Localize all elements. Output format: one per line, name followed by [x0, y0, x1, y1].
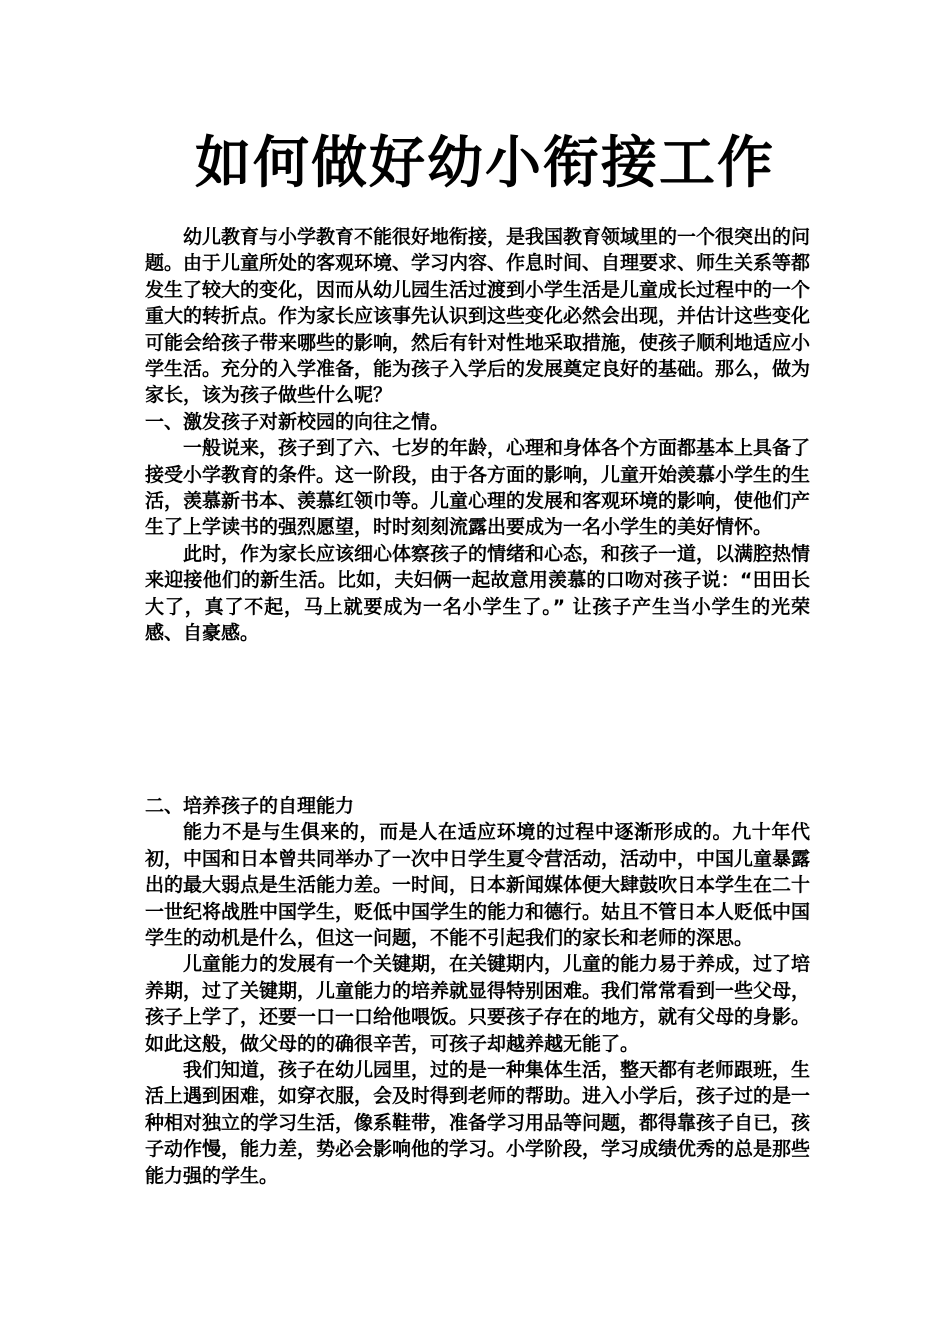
section-intro-and-one: [145, 224, 810, 647]
intro-paragraph: 幼儿教育与小学教育不能很好地衔接，是我国教育领域里的一个很突出的问题。由于儿童所处的客观环境、学习内容、作息时间、自理要求、师生关系等都发生了较大的变化，因而从幼儿园生活过渡到小学生活是儿童成长过程中的一个重大的转折点。作为家长应该事先认识到这些变化必然会出现，并估计这些变化可能会给孩子带来哪些的影响，然后有针对性地采取措施，使孩子顺利地适应小学生活。充分的入学准备，能为孩子入学后的发展奠定良好的基础。那么，做为家长，该为孩子做些什么呢？: [145, 226, 811, 407]
document-title: 如何做好幼小衔接工作: [195, 131, 775, 196]
section-two: [145, 793, 810, 1189]
section-2-paragraph-3: 我们知道，孩子在幼儿园里，过的是一种集体生活，整天都有老师跟班，生活上遇到困难，如穿衣服，会及时得到老师的帮助。进入小学后，孩子过的是一种相对独立的学习生活，像系鞋带，准备学习用品等问题，都得靠孩子自已，孩子动作慢，能力差，势必会影响他的学习。小学阶段，学习成绩优秀的总是那些能力强的学生。: [145, 1059, 811, 1187]
section-1-paragraph-2: 此时，作为家长应该细心体察孩子的情绪和心态，和孩子一道，以满腔热情来迎接他们的新生活。比如，夫妇俩一起故意用羡慕的口吻对孩子说：“田田长大了，真了不起，马上就要成为一名小学生了。” 让孩子产生当小学生的光荣感、自豪感。: [145, 542, 811, 645]
section-1-paragraph-1: 一般说来，孩子到了六、七岁的年龄，心理和身体各个方面都基本上具备了接受小学教育的条件。这一阶段，由于各方面的影响，儿童开始羡慕小学生的生活，羡慕新书本、羡慕红领巾等。儿童心理的发展和客观环境的影响，使他们产生了上学读书的强烈愿望，时时刻刻流露出要成为一名小学生的美好情怀。: [145, 437, 811, 539]
section-2-heading: 二、培养孩子的自理能力: [145, 795, 355, 817]
section-2-paragraph-2: 儿童能力的发展有一个关键期，在关键期内，儿童的能力易于养成，过了培养期，过了关键期，儿童能力的培养就显得特别困难。我们常常看到一些父母，孩子上学了，还要一口一口给他喂饭。只要孩子存在的地方，就有父母的身影。如此这般，做父母的的确很辛苦，可孩子却越养越无能了。: [145, 953, 811, 1055]
section-2-paragraph-1: 能力不是与生俱来的，而是人在适应环境的过程中逐渐形成的。九十年代初，中国和日本曾共同举办了一次中日学生夏令营活动，活动中，中国儿童暴露出的最大弱点是生活能力差。一时间，日本新闻媒体便大肆鼓吹日本学生在二十一世纪将战胜中国学生，贬低中国学生的能力和德行。姑且不管日本人贬低中国学生的动机是什么，但这一问题，不能不引起我们的家长和老师的深思。: [145, 821, 811, 950]
section-1-heading: 一、激发孩子对新校园的向往之情。: [145, 410, 450, 433]
